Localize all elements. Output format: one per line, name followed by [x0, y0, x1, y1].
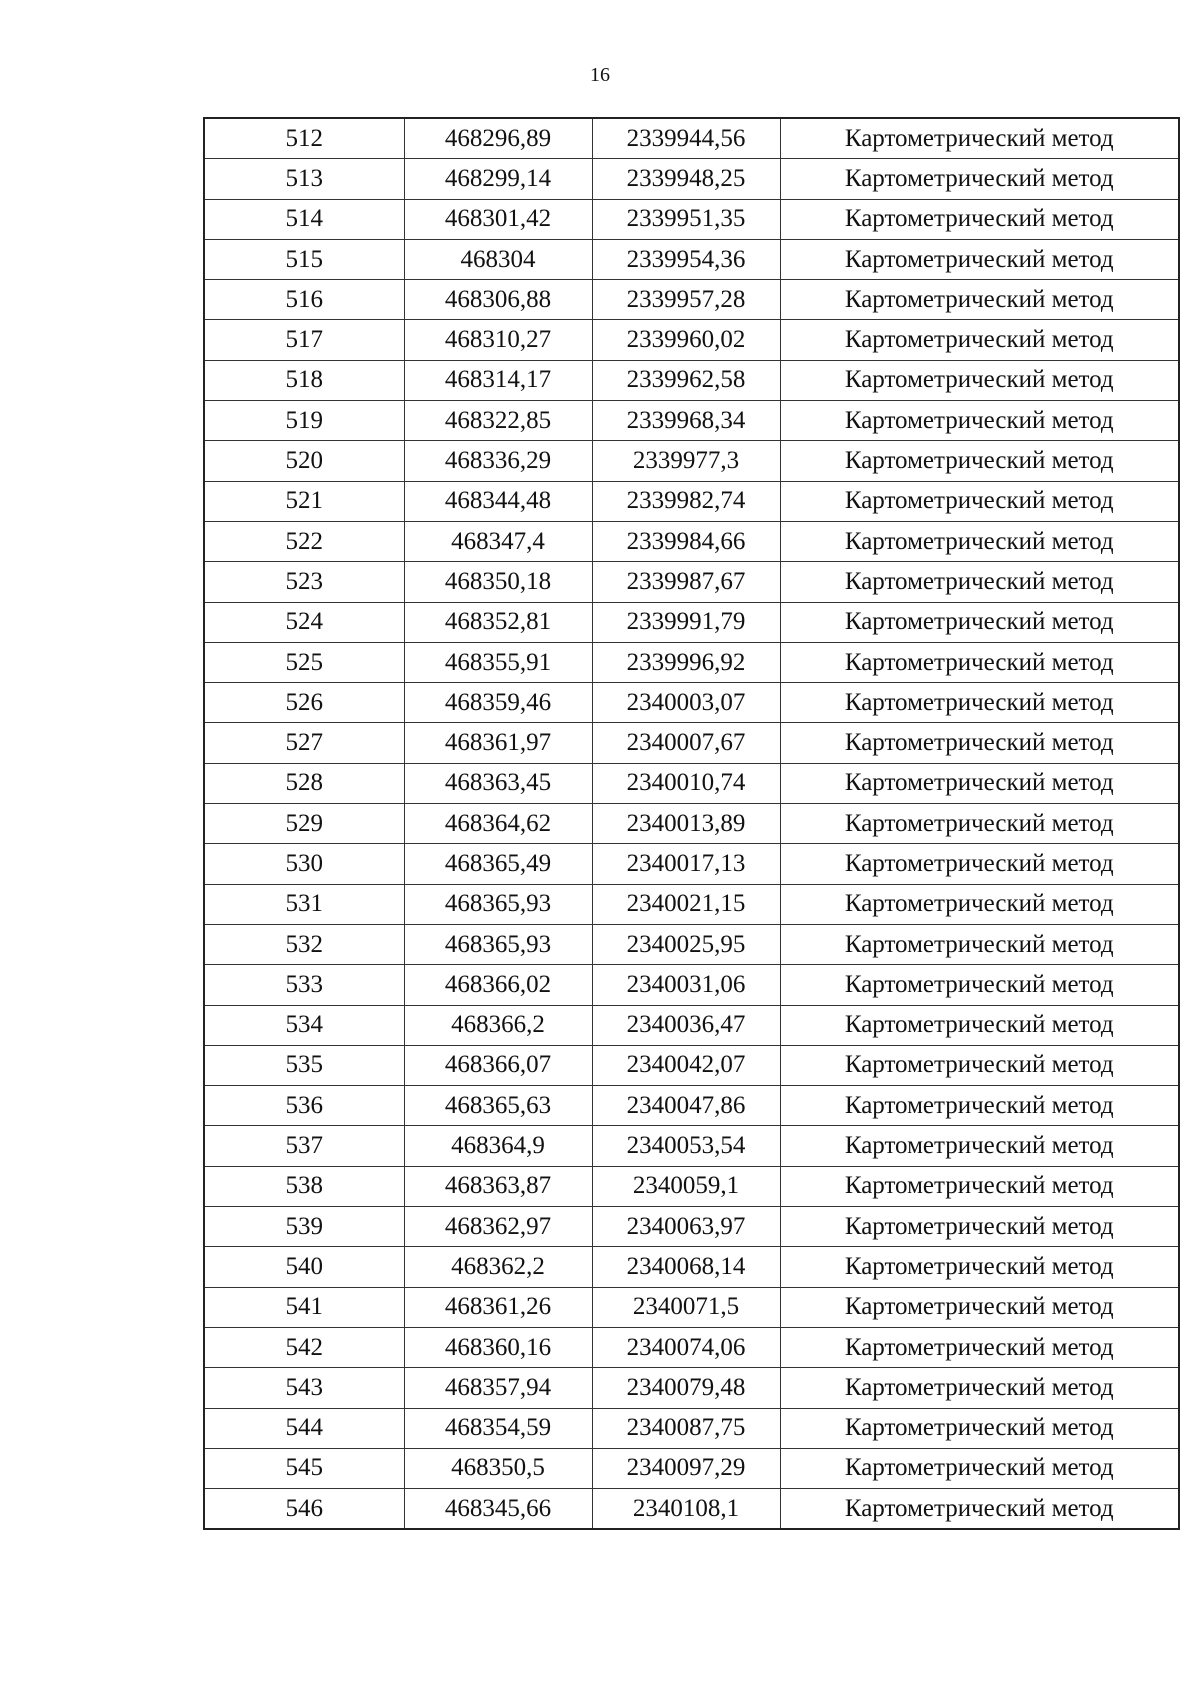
- y-coordinate-cell: 2340003,07: [592, 683, 780, 723]
- method-cell: Картометрический метод: [780, 521, 1179, 561]
- method-cell: Картометрический метод: [780, 602, 1179, 642]
- table-row: [204, 1327, 1179, 1367]
- point-number-cell: 533: [204, 965, 404, 1005]
- x-coordinate-cell: 468365,49: [404, 844, 592, 884]
- y-coordinate-cell: 2339996,92: [592, 642, 780, 682]
- method-cell: Картометрический метод: [780, 1086, 1179, 1126]
- method-cell: Картометрический метод: [780, 562, 1179, 602]
- x-coordinate-cell: 468301,42: [404, 199, 592, 239]
- y-coordinate-cell: 2340108,1: [592, 1489, 780, 1530]
- x-coordinate-cell: 468365,93: [404, 924, 592, 964]
- y-coordinate-cell: 2339984,66: [592, 521, 780, 561]
- method-cell: Картометрический метод: [780, 481, 1179, 521]
- table-row: [204, 280, 1179, 320]
- y-coordinate-cell: 2340063,97: [592, 1207, 780, 1247]
- point-number-cell: 521: [204, 481, 404, 521]
- x-coordinate-cell: 468366,2: [404, 1005, 592, 1045]
- x-coordinate-cell: 468314,17: [404, 360, 592, 400]
- table-row: [204, 683, 1179, 723]
- table-row: [204, 320, 1179, 360]
- point-number-cell: 520: [204, 441, 404, 481]
- point-number-cell: 523: [204, 562, 404, 602]
- x-coordinate-cell: 468304: [404, 239, 592, 279]
- y-coordinate-cell: 2339951,35: [592, 199, 780, 239]
- y-coordinate-cell: 2339954,36: [592, 239, 780, 279]
- method-cell: Картометрический метод: [780, 1489, 1179, 1530]
- x-coordinate-cell: 468366,02: [404, 965, 592, 1005]
- point-number-cell: 544: [204, 1408, 404, 1448]
- y-coordinate-cell: 2340097,29: [592, 1448, 780, 1488]
- y-coordinate-cell: 2339982,74: [592, 481, 780, 521]
- x-coordinate-cell: 468362,2: [404, 1247, 592, 1287]
- y-coordinate-cell: 2339962,58: [592, 360, 780, 400]
- x-coordinate-cell: 468363,45: [404, 763, 592, 803]
- point-number-cell: 512: [204, 118, 404, 159]
- table-row: [204, 1287, 1179, 1327]
- x-coordinate-cell: 468362,97: [404, 1207, 592, 1247]
- method-cell: Картометрический метод: [780, 1327, 1179, 1367]
- coordinates-table: [203, 117, 1180, 1530]
- y-coordinate-cell: 2340007,67: [592, 723, 780, 763]
- y-coordinate-cell: 2340036,47: [592, 1005, 780, 1045]
- table-row: [204, 723, 1179, 763]
- table-row: [204, 1368, 1179, 1408]
- method-cell: Картометрический метод: [780, 239, 1179, 279]
- table-row: [204, 199, 1179, 239]
- table-row: [204, 1247, 1179, 1287]
- point-number-cell: 535: [204, 1045, 404, 1085]
- point-number-cell: 528: [204, 763, 404, 803]
- table-row: [204, 118, 1179, 159]
- x-coordinate-cell: 468354,59: [404, 1408, 592, 1448]
- table-row: [204, 1489, 1179, 1530]
- point-number-cell: 538: [204, 1166, 404, 1206]
- method-cell: Картометрический метод: [780, 763, 1179, 803]
- x-coordinate-cell: 468361,26: [404, 1287, 592, 1327]
- y-coordinate-cell: 2339991,79: [592, 602, 780, 642]
- table-row: [204, 1408, 1179, 1448]
- table-row: [204, 1166, 1179, 1206]
- page-number: 16: [590, 64, 610, 86]
- point-number-cell: 522: [204, 521, 404, 561]
- y-coordinate-cell: 2340053,54: [592, 1126, 780, 1166]
- x-coordinate-cell: 468364,9: [404, 1126, 592, 1166]
- point-number-cell: 540: [204, 1247, 404, 1287]
- y-coordinate-cell: 2340017,13: [592, 844, 780, 884]
- x-coordinate-cell: 468364,62: [404, 804, 592, 844]
- y-coordinate-cell: 2340042,07: [592, 1045, 780, 1085]
- y-coordinate-cell: 2340074,06: [592, 1327, 780, 1367]
- y-coordinate-cell: 2339987,67: [592, 562, 780, 602]
- point-number-cell: 537: [204, 1126, 404, 1166]
- point-number-cell: 514: [204, 199, 404, 239]
- x-coordinate-cell: 468359,46: [404, 683, 592, 723]
- x-coordinate-cell: 468310,27: [404, 320, 592, 360]
- y-coordinate-cell: 2340071,5: [592, 1287, 780, 1327]
- method-cell: Картометрический метод: [780, 360, 1179, 400]
- y-coordinate-cell: 2339944,56: [592, 118, 780, 159]
- x-coordinate-cell: 468365,93: [404, 884, 592, 924]
- table-row: [204, 159, 1179, 199]
- point-number-cell: 527: [204, 723, 404, 763]
- method-cell: Картометрический метод: [780, 723, 1179, 763]
- point-number-cell: 541: [204, 1287, 404, 1327]
- x-coordinate-cell: 468360,16: [404, 1327, 592, 1367]
- y-coordinate-cell: 2339957,28: [592, 280, 780, 320]
- x-coordinate-cell: 468363,87: [404, 1166, 592, 1206]
- y-coordinate-cell: 2340010,74: [592, 763, 780, 803]
- table-row: [204, 1126, 1179, 1166]
- method-cell: Картометрический метод: [780, 441, 1179, 481]
- y-coordinate-cell: 2340013,89: [592, 804, 780, 844]
- table-row: [204, 763, 1179, 803]
- x-coordinate-cell: 468352,81: [404, 602, 592, 642]
- table-row: [204, 804, 1179, 844]
- y-coordinate-cell: 2340047,86: [592, 1086, 780, 1126]
- point-number-cell: 531: [204, 884, 404, 924]
- method-cell: Картометрический метод: [780, 118, 1179, 159]
- y-coordinate-cell: 2340059,1: [592, 1166, 780, 1206]
- method-cell: Картометрический метод: [780, 199, 1179, 239]
- y-coordinate-cell: 2339968,34: [592, 401, 780, 441]
- point-number-cell: 530: [204, 844, 404, 884]
- point-number-cell: 517: [204, 320, 404, 360]
- table-row: [204, 1045, 1179, 1085]
- method-cell: Картометрический метод: [780, 1408, 1179, 1448]
- method-cell: Картометрический метод: [780, 1005, 1179, 1045]
- table-row: [204, 884, 1179, 924]
- method-cell: Картометрический метод: [780, 280, 1179, 320]
- x-coordinate-cell: 468350,5: [404, 1448, 592, 1488]
- y-coordinate-cell: 2340068,14: [592, 1247, 780, 1287]
- x-coordinate-cell: 468357,94: [404, 1368, 592, 1408]
- method-cell: Картометрический метод: [780, 320, 1179, 360]
- method-cell: Картометрический метод: [780, 804, 1179, 844]
- table-row: [204, 481, 1179, 521]
- table-row: [204, 602, 1179, 642]
- table-row: [204, 239, 1179, 279]
- point-number-cell: 534: [204, 1005, 404, 1045]
- table-row: [204, 401, 1179, 441]
- table-row: [204, 1448, 1179, 1488]
- point-number-cell: 516: [204, 280, 404, 320]
- x-coordinate-cell: 468347,4: [404, 521, 592, 561]
- method-cell: Картометрический метод: [780, 884, 1179, 924]
- point-number-cell: 546: [204, 1489, 404, 1530]
- table-row: [204, 441, 1179, 481]
- x-coordinate-cell: 468350,18: [404, 562, 592, 602]
- table-row: [204, 360, 1179, 400]
- y-coordinate-cell: 2339948,25: [592, 159, 780, 199]
- y-coordinate-cell: 2340079,48: [592, 1368, 780, 1408]
- method-cell: Картометрический метод: [780, 683, 1179, 723]
- x-coordinate-cell: 468365,63: [404, 1086, 592, 1126]
- point-number-cell: 542: [204, 1327, 404, 1367]
- point-number-cell: 525: [204, 642, 404, 682]
- method-cell: Картометрический метод: [780, 1126, 1179, 1166]
- table-row: [204, 1207, 1179, 1247]
- y-coordinate-cell: 2340025,95: [592, 924, 780, 964]
- point-number-cell: 529: [204, 804, 404, 844]
- y-coordinate-cell: 2340031,06: [592, 965, 780, 1005]
- x-coordinate-cell: 468345,66: [404, 1489, 592, 1530]
- x-coordinate-cell: 468296,89: [404, 118, 592, 159]
- point-number-cell: 545: [204, 1448, 404, 1488]
- y-coordinate-cell: 2339977,3: [592, 441, 780, 481]
- x-coordinate-cell: 468306,88: [404, 280, 592, 320]
- y-coordinate-cell: 2340087,75: [592, 1408, 780, 1448]
- point-number-cell: 524: [204, 602, 404, 642]
- method-cell: Картометрический метод: [780, 1287, 1179, 1327]
- point-number-cell: 518: [204, 360, 404, 400]
- method-cell: Картометрический метод: [780, 1247, 1179, 1287]
- x-coordinate-cell: 468361,97: [404, 723, 592, 763]
- method-cell: Картометрический метод: [780, 844, 1179, 884]
- table-row: [204, 844, 1179, 884]
- table-row: [204, 1086, 1179, 1126]
- method-cell: Картометрический метод: [780, 401, 1179, 441]
- method-cell: Картометрический метод: [780, 1207, 1179, 1247]
- point-number-cell: 539: [204, 1207, 404, 1247]
- table-row: [204, 521, 1179, 561]
- point-number-cell: 513: [204, 159, 404, 199]
- point-number-cell: 526: [204, 683, 404, 723]
- method-cell: Картометрический метод: [780, 1448, 1179, 1488]
- x-coordinate-cell: 468344,48: [404, 481, 592, 521]
- point-number-cell: 536: [204, 1086, 404, 1126]
- table-row: [204, 924, 1179, 964]
- x-coordinate-cell: 468299,14: [404, 159, 592, 199]
- method-cell: Картометрический метод: [780, 965, 1179, 1005]
- method-cell: Картометрический метод: [780, 1166, 1179, 1206]
- y-coordinate-cell: 2339960,02: [592, 320, 780, 360]
- point-number-cell: 543: [204, 1368, 404, 1408]
- x-coordinate-cell: 468366,07: [404, 1045, 592, 1085]
- coordinates-table-body: [204, 118, 1179, 1529]
- table-row: [204, 965, 1179, 1005]
- method-cell: Картометрический метод: [780, 159, 1179, 199]
- x-coordinate-cell: 468336,29: [404, 441, 592, 481]
- point-number-cell: 532: [204, 924, 404, 964]
- y-coordinate-cell: 2340021,15: [592, 884, 780, 924]
- x-coordinate-cell: 468322,85: [404, 401, 592, 441]
- table-row: [204, 562, 1179, 602]
- table-row: [204, 642, 1179, 682]
- method-cell: Картометрический метод: [780, 642, 1179, 682]
- point-number-cell: 515: [204, 239, 404, 279]
- method-cell: Картометрический метод: [780, 1368, 1179, 1408]
- x-coordinate-cell: 468355,91: [404, 642, 592, 682]
- method-cell: Картометрический метод: [780, 924, 1179, 964]
- point-number-cell: 519: [204, 401, 404, 441]
- method-cell: Картометрический метод: [780, 1045, 1179, 1085]
- table-row: [204, 1005, 1179, 1045]
